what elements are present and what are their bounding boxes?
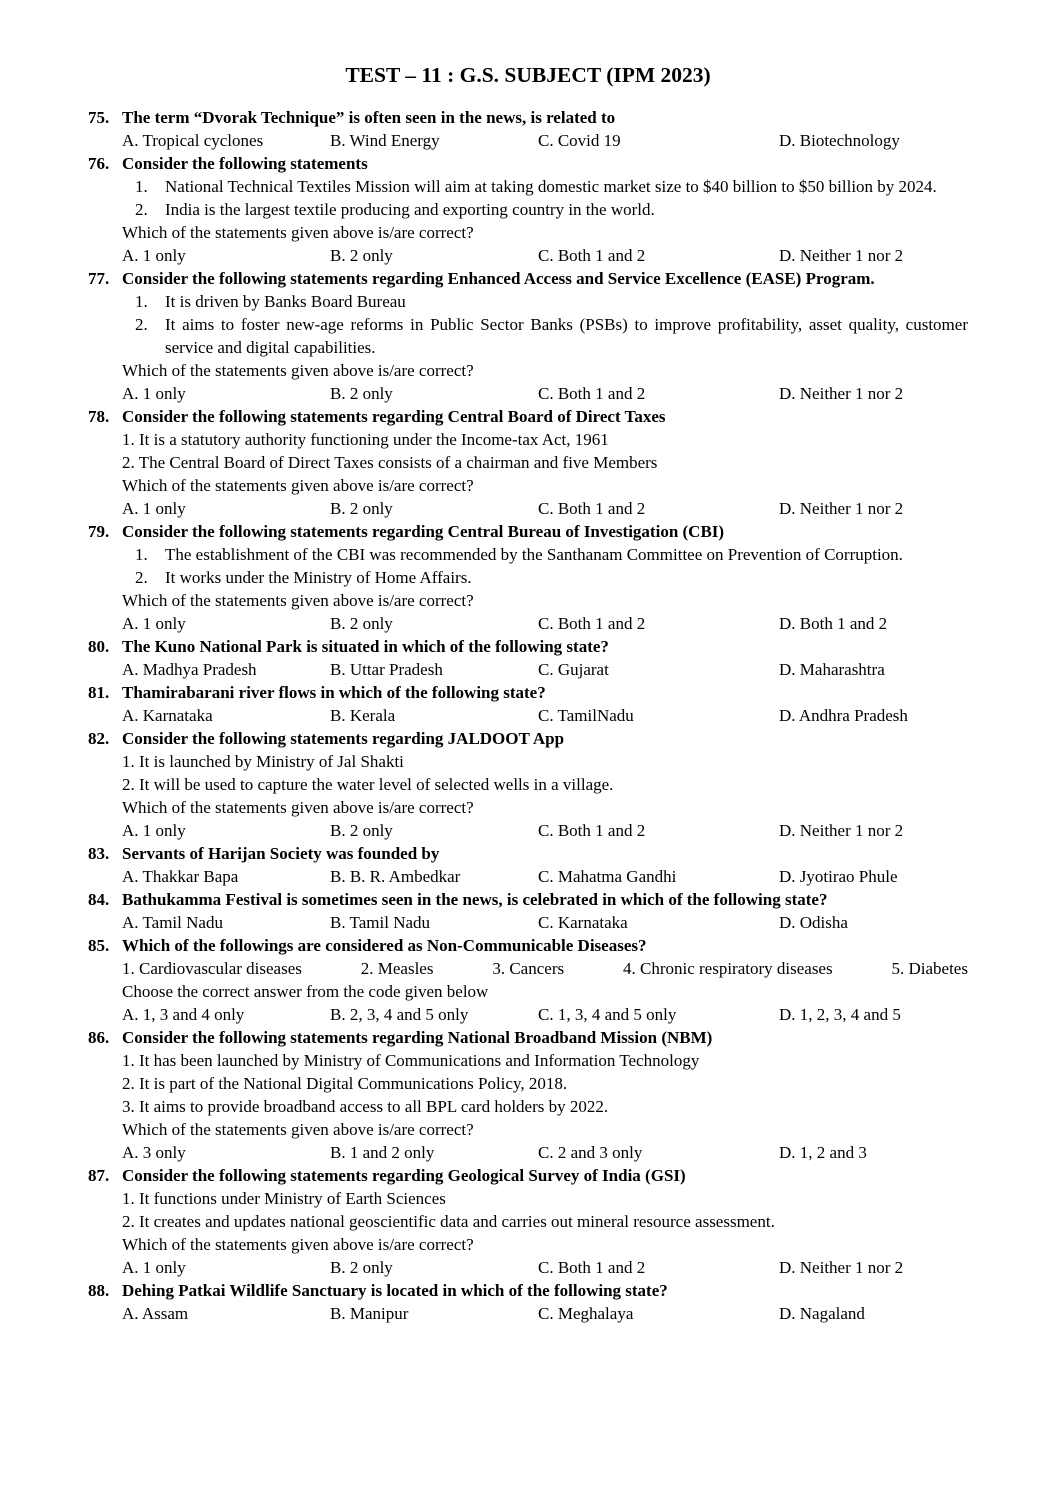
followup-line: Which of the statements given above is/are correct? [122,1235,474,1254]
question-block [88,635,968,681]
question-stem: Consider the following statements regarding JALDOOT App [122,729,565,748]
question-number: 84. [88,890,110,909]
statement-number: 2. [122,1212,135,1231]
option: D. Nagaland [779,1304,865,1323]
option: B. Kerala [330,706,396,725]
statement-item [122,428,968,451]
question-stem: Thamirabarani river flows in which of the following state? [122,683,546,702]
option: A. Tropical cyclones [122,131,264,150]
question-block [88,152,968,267]
statement-text: The establishment of the CBI was recommended by the Santhanam Committee on Prevention of Corruption. [165,545,903,564]
followup-line: Which of the statements given above is/are correct? [122,223,474,242]
option: A. Thakkar Bapa [122,867,239,886]
statement-text: It functions under Ministry of Earth Sciences [139,1189,446,1208]
question-number: 78. [88,407,110,426]
question-block [88,1279,968,1325]
statement-text: India is the largest textile producing and exporting country in the world. [165,200,655,219]
option: D. Maharashtra [779,660,885,679]
options-row [122,244,968,267]
question-body [122,520,968,635]
question-number: 81. [88,683,110,702]
question-stem: Consider the following statements regarding Geological Survey of India (GSI) [122,1166,686,1185]
option: B. Manipur [330,1304,409,1323]
option: A. 1, 3 and 4 only [122,1005,245,1024]
option: D. Biotechnology [779,131,900,150]
question-stem: Which of the followings are considered as Non-Communicable Diseases? [122,936,647,955]
option: B. 2 only [330,384,393,403]
question-stem: The Kuno National Park is situated in which of the following state? [122,637,609,656]
option: C. Both 1 and 2 [538,246,646,265]
question-body [122,635,968,681]
statement-item [122,1049,968,1072]
question-block [88,681,968,727]
option: A. 3 only [122,1143,186,1162]
statement-text: National Technical Textiles Mission will aim at taking domestic market size to $40 billion to $50 billion by 2024. [165,177,937,196]
followup-line: Choose the correct answer from the code given below [122,982,489,1001]
option: C. Both 1 and 2 [538,821,646,840]
option: B. 2 only [330,821,393,840]
question-stem: Dehing Patkai Wildlife Sanctuary is located in which of the following state? [122,1281,668,1300]
inline-choice: 1. Cardiovascular diseases [122,959,302,978]
question-number: 88. [88,1281,110,1300]
statement-item [122,750,968,773]
question-number: 77. [88,269,110,288]
statement-text: It aims to foster new-age reforms in Public Sector Banks (PSBs) to improve profitability, asset quality, customer service and digital capabilities. [165,315,968,357]
statement-text: It works under the Ministry of Home Affairs. [165,568,472,587]
statement-number: 1. [122,1051,135,1070]
question-body [122,1026,968,1164]
question-stem: Servants of Harijan Society was founded by [122,844,440,863]
statement-item [122,773,968,796]
option: A. Madhya Pradesh [122,660,257,679]
option: A. 1 only [122,821,186,840]
statement-item [122,198,968,221]
option: D. Neither 1 nor 2 [779,1258,904,1277]
statement-item [122,451,968,474]
option: B. 1 and 2 only [330,1143,435,1162]
question-block [88,1164,968,1279]
statement-item [122,543,968,566]
question-body [122,934,968,1026]
statement-text: It is part of the National Digital Communications Policy, 2018. [139,1074,568,1093]
options-row [122,382,968,405]
followup-line: Which of the statements given above is/are correct? [122,591,474,610]
statement-number: 2. [122,1074,135,1093]
option: B. B. R. Ambedkar [330,867,461,886]
statement-number: 1. [135,292,148,311]
option: D. Jyotirao Phule [779,867,898,886]
option: A. 1 only [122,246,186,265]
question-body [122,888,968,934]
followup-line: Which of the statements given above is/are correct? [122,476,474,495]
question-block [88,267,968,405]
inline-choice-row [122,957,968,980]
question-stem: Consider the following statements regarding Central Board of Direct Taxes [122,407,666,426]
statement-number: 1. [122,430,135,449]
statement-text: It aims to provide broadband access to all BPL card holders by 2022. [139,1097,609,1116]
option: C. Both 1 and 2 [538,499,646,518]
statement-number: 1. [135,545,148,564]
option: A. 1 only [122,1258,186,1277]
option: B. 2 only [330,1258,393,1277]
question-number: 79. [88,522,110,541]
statement-number: 1. [122,752,135,771]
option: C. Both 1 and 2 [538,1258,646,1277]
statement-text: It is driven by Banks Board Bureau [165,292,406,311]
statement-item [122,1072,968,1095]
question-block [88,520,968,635]
question-body [122,106,968,152]
question-number: 87. [88,1166,110,1185]
option: A. Tamil Nadu [122,913,223,932]
option: D. 1, 2, 3, 4 and 5 [779,1005,901,1024]
option: B. Tamil Nadu [330,913,431,932]
option: D. Neither 1 nor 2 [779,499,904,518]
question-list [88,106,968,1325]
option: B. 2 only [330,246,393,265]
statement-item [122,313,968,359]
followup-line: Which of the statements given above is/are correct? [122,1120,474,1139]
option: B. Wind Energy [330,131,440,150]
option: C. 1, 3, 4 and 5 only [538,1005,677,1024]
option: C. Gujarat [538,660,609,679]
statement-item [122,175,968,198]
option: C. Karnataka [538,913,628,932]
options-row [122,1003,968,1026]
question-number: 75. [88,108,110,127]
statement-number: 2. [135,568,148,587]
options-row [122,497,968,520]
question-block [88,842,968,888]
question-body [122,727,968,842]
option: C. Covid 19 [538,131,621,150]
option: D. Andhra Pradesh [779,706,908,725]
option: C. Mahatma Gandhi [538,867,677,886]
question-body [122,1279,968,1325]
question-stem: Consider the following statements regarding National Broadband Mission (NBM) [122,1028,713,1047]
option: A. 1 only [122,384,186,403]
question-block [88,1026,968,1164]
options-row [122,1302,968,1325]
question-stem: Consider the following statements regarding Enhanced Access and Service Excellence (EASE) Program. [122,269,875,288]
option: D. Neither 1 nor 2 [779,246,904,265]
question-number: 76. [88,154,110,173]
statement-number: 2. [135,315,148,334]
options-row [122,865,968,888]
question-block [88,405,968,520]
question-block [88,106,968,152]
statement-text: It is a statutory authority functioning under the Income-tax Act, 1961 [139,430,609,449]
statement-item [122,1095,968,1118]
statement-text: It creates and updates national geoscientific data and carries out mineral resource assessment. [139,1212,775,1231]
option: B. 2 only [330,614,393,633]
question-block [88,934,968,1026]
option: A. Karnataka [122,706,213,725]
inline-choice: 5. Diabetes [891,959,968,978]
option: C. Both 1 and 2 [538,614,646,633]
statement-item [122,290,968,313]
inline-choice: 2. Measles [360,959,434,978]
question-stem: Consider the following statements [122,154,368,173]
option: A. 1 only [122,499,186,518]
inline-choice: 3. Cancers [492,959,565,978]
statement-text: The Central Board of Direct Taxes consists of a chairman and five Members [138,453,658,472]
question-stem: The term “Dvorak Technique” is often seen in the news, is related to [122,108,616,127]
option: B. 2, 3, 4 and 5 only [330,1005,469,1024]
option: D. Both 1 and 2 [779,614,888,633]
page-title: TEST – 11 : G.S. SUBJECT (IPM 2023) [345,63,711,87]
option: D. Neither 1 nor 2 [779,821,904,840]
statement-text: It will be used to capture the water level of selected wells in a village. [139,775,614,794]
question-block [88,888,968,934]
option: D. 1, 2 and 3 [779,1143,867,1162]
question-body [122,842,968,888]
option: C. 2 and 3 only [538,1143,643,1162]
options-row [122,1256,968,1279]
option: C. TamilNadu [538,706,634,725]
statement-number: 2. [135,200,148,219]
options-row [122,704,968,727]
statement-item [122,1187,968,1210]
followup-line: Which of the statements given above is/are correct? [122,798,474,817]
question-number: 82. [88,729,110,748]
question-number: 80. [88,637,110,656]
option: C. Both 1 and 2 [538,384,646,403]
question-number: 85. [88,936,110,955]
question-body [122,1164,968,1279]
statement-number: 1. [122,1189,135,1208]
options-row [122,129,968,152]
statement-number: 3. [122,1097,135,1116]
option: C. Meghalaya [538,1304,634,1323]
statement-text: It is launched by Ministry of Jal Shakti [139,752,404,771]
option: B. 2 only [330,499,393,518]
question-body [122,152,968,267]
question-body [122,267,968,405]
question-stem: Consider the following statements regarding Central Bureau of Investigation (CBI) [122,522,725,541]
followup-line: Which of the statements given above is/are correct? [122,361,474,380]
question-block [88,727,968,842]
question-body [122,405,968,520]
options-row [122,819,968,842]
statement-item [122,566,968,589]
options-row [122,1141,968,1164]
statement-number: 2. [122,453,135,472]
question-body [122,681,968,727]
statement-item [122,1210,968,1233]
statement-number: 2. [122,775,135,794]
question-stem: Bathukamma Festival is sometimes seen in the news, is celebrated in which of the following state? [122,890,828,909]
options-row [122,911,968,934]
option: D. Neither 1 nor 2 [779,384,904,403]
option: D. Odisha [779,913,848,932]
statement-text: It has been launched by Ministry of Communications and Information Technology [139,1051,700,1070]
option: A. 1 only [122,614,186,633]
option: B. Uttar Pradesh [330,660,443,679]
options-row [122,612,968,635]
inline-choice: 4. Chronic respiratory diseases [622,959,833,978]
options-row [122,658,968,681]
statement-number: 1. [135,177,148,196]
question-number: 83. [88,844,110,863]
question-number: 86. [88,1028,110,1047]
option: A. Assam [122,1304,189,1323]
